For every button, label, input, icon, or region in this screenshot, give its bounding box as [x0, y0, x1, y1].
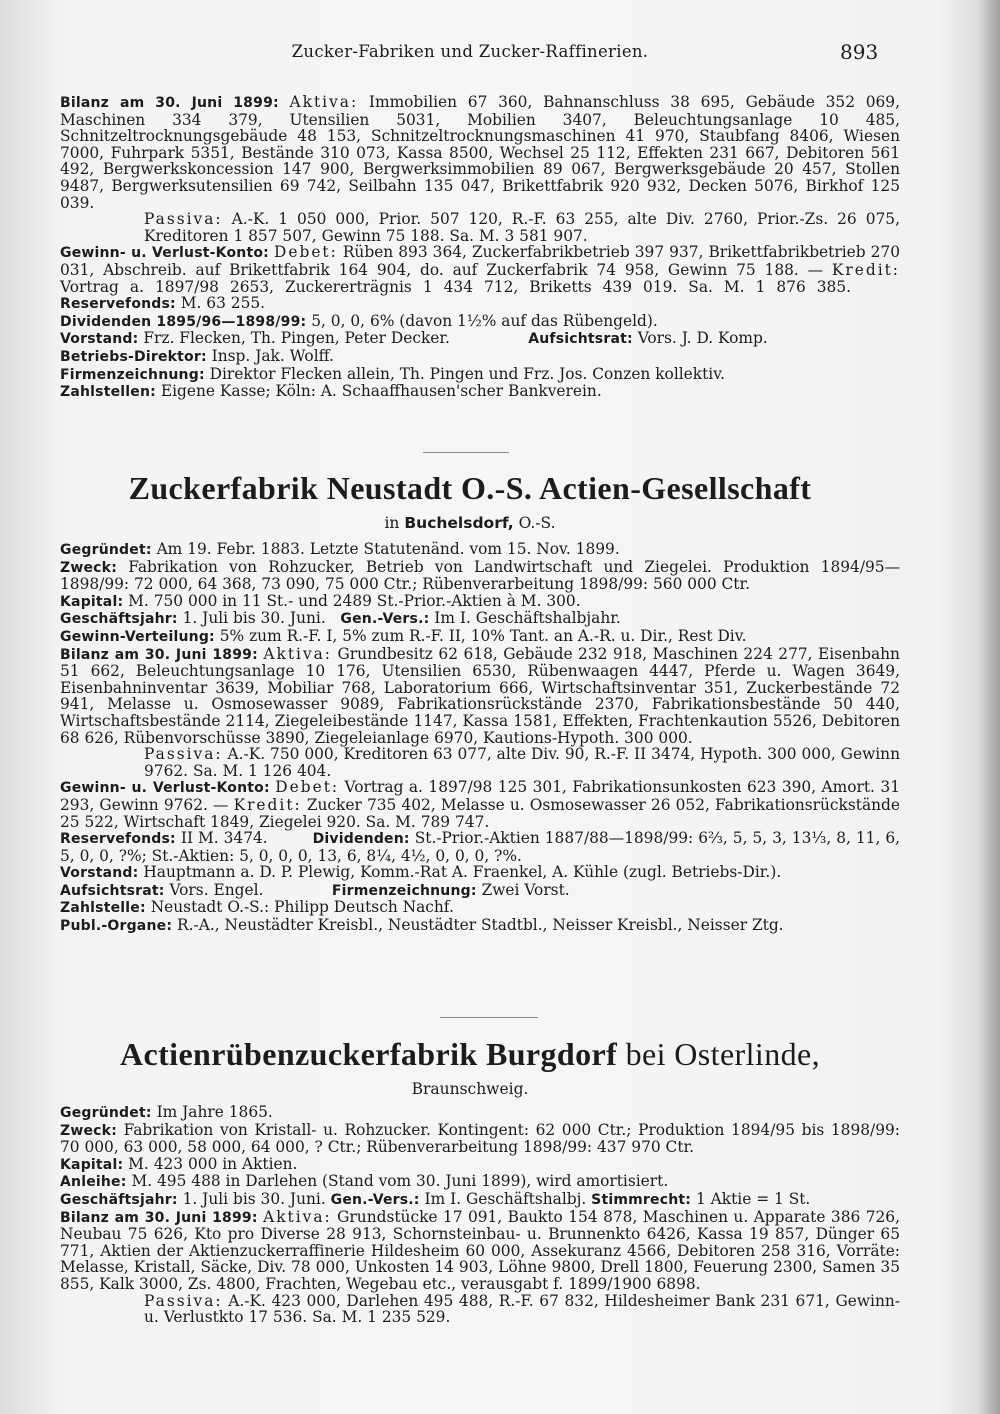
burgdorf-anleihe-label: Anleihe: [60, 1174, 127, 1191]
prev-bilanz-label: Bilanz am 30. Juni 1899: [60, 95, 279, 111]
neustadt-aktiva-label: Aktiva: [263, 644, 332, 663]
prev-aktiva-label: Aktiva: [289, 93, 359, 111]
neustadt-genvers-label: Gen.-Vers.: [340, 611, 430, 628]
neustadt-kredit-text: Zucker 735 402, Melasse u. Osmosewasser 26 052, Fabrikationsrückstände 25 522, Wirtschaft 1849, Ziegelei 920. Sa. M. 789 747. [60, 795, 900, 831]
burgdorf-bilanz-label: Bilanz am 30. Juni 1899: [60, 1209, 258, 1226]
neustadt-gewinnverteilung [60, 628, 900, 646]
neustadt-geschaeftsjahr-label: Geschäftsjahr: [60, 611, 178, 628]
neustadt-bilanz [60, 646, 900, 747]
burgdorf-genvers-text: Im I. Geschäftshalbj. [424, 1189, 587, 1208]
burgdorf-gegruendet [60, 1104, 900, 1122]
prev-betriebsdirektor-label: Betriebs-Direktor: [60, 348, 207, 365]
prev-passiva-text: A.-K. 1 050 000, Prior. 507 120, R.-F. 63 255, alte Div. 2760, Prior.-Zs. 26 075, Kreditoren 1 857 507, Gewinn 75 188. Sa. M. 3 581 907. [144, 210, 900, 245]
prev-dividenden [60, 313, 900, 331]
prev-aktiva-text: Immobilien 67 360, Bahnanschluss 38 695, Gebäude 352 069, Maschinen 334 379, Utensilien 5031, Mobilien 3407, Beleuchtungsanlage 10 485, Schnitzeltrocknungsgebäude 48 153, Schnitzeltrocknungsmaschinen 41 970, Staubfang 8406, Wiesen 7000, Fuhrpark 5351, Bestände 310 073, Kassa 8500, Wechsel 25 112, Effekten 231 667, Debitoren 561 492, Bergwerkskoncession 147 900, Bergwerksimmobilien 89 067, Bergwerksgebäude 20 457, Stollen 9487, Bergwerksutensilien 69 742, Seilbahn 135 047, Brikettfabrik 920 932, Decken 5076, Birkhof 125 039. [60, 93, 900, 212]
prev-firmenzeichnung-label: Firmenzeichnung: [60, 366, 205, 383]
prev-zahlstellen-label: Zahlstellen: [60, 384, 156, 401]
neustadt-entry-block [60, 541, 900, 935]
neustadt-aufsichtsrat-label: Aufsichtsrat: [60, 882, 165, 899]
neustadt-kredit-label: Kredit: [233, 795, 302, 814]
prev-firmenzeichnung-text: Direktor Flecken allein, Th. Pingen und Frz. Jos. Conzen kollektiv. [209, 364, 725, 383]
neustadt-genvers-text: Im I. Geschäftshalbjahr. [434, 609, 621, 628]
neustadt-bilanz-label: Bilanz am 30. Juni 1899: [60, 646, 258, 663]
burgdorf-bilanz [60, 1209, 900, 1293]
burgdorf-stimmrecht-text: 1 Aktie = 1 St. [695, 1189, 811, 1208]
neustadt-reservefonds-text: II M. 3474. [180, 829, 268, 848]
burgdorf-zweck [60, 1122, 900, 1156]
burgdorf-title-main: Actienrübenzuckerfabrik Burgdorf [119, 1036, 618, 1072]
prev-guv [60, 244, 900, 312]
neustadt-zweck-label: Zweck: [60, 559, 117, 576]
neustadt-passiva [60, 746, 900, 779]
prev-bilanz [60, 94, 900, 211]
prev-vorstand [60, 330, 900, 348]
prev-zahlstellen-text: Eigene Kasse; Köln: A. Schaaffhausen'scher Bankverein. [160, 382, 602, 401]
neustadt-firmenzeichnung-label: Firmenzeichnung: [331, 882, 477, 899]
neustadt-debet-text: Vortrag a. 1897/98 125 301, Fabrikationsunkosten 623 390, Amort. 31 293, Gewinn 9762. — [60, 778, 900, 814]
burgdorf-anleihe-text: M. 495 488 in Darlehen (Stand vom 30. Juni 1899), wird amortisiert. [131, 1172, 669, 1191]
burgdorf-stimmrecht-label: Stimmrecht: [591, 1191, 692, 1208]
neustadt-aufsichtsrat [60, 882, 900, 900]
prev-reservefonds-label: Reservefonds: [60, 296, 176, 313]
neustadt-aufsichtsrat-text: Vors. Engel. [169, 880, 264, 899]
prev-betriebsdirektor-text: Insp. Jak. Wolff. [211, 346, 334, 365]
burgdorf-gegruendet-label: Gegründet: [60, 1105, 152, 1121]
prev-betriebsdirektor [60, 348, 900, 366]
burgdorf-kapital-label: Kapital: [60, 1156, 124, 1173]
prev-debet-label: Debet: [274, 243, 338, 262]
neustadt-zahlstelle [60, 899, 900, 917]
neustadt-reservefonds-label: Reservefonds: [60, 831, 176, 848]
section-divider-2 [440, 1017, 538, 1018]
neustadt-subtitle-prefix: in [384, 514, 400, 532]
neustadt-vorstand-label: Vorstand: [60, 865, 139, 882]
prev-entry-block [60, 94, 900, 401]
neustadt-guv-label: Gewinn- u. Verlust-Konto: [60, 780, 270, 797]
running-title: Zucker-Fabriken und Zucker-Raffinerien. [291, 42, 649, 61]
neustadt-publorgane [60, 917, 900, 935]
neustadt-reservefonds [60, 830, 900, 864]
burgdorf-geschaeftsjahr [60, 1191, 900, 1209]
prev-firmenzeichnung [60, 366, 900, 384]
prev-passiva-label: Passiva: [144, 210, 223, 229]
burgdorf-zweck-text: Fabrikation von Kristall- u. Rohzucker. Kontingent: 62 000 Ctr.; Produktion 1894/95 bis 1898/99: 70 000, 63 000, 58 000, 64 000, ? Ctr.; Rübenverarbeitung 1898/99: 437 970 Ctr. [60, 1120, 900, 1157]
burgdorf-title-suffix: bei Osterlinde, [625, 1036, 820, 1072]
burgdorf-zweck-label: Zweck: [60, 1122, 117, 1139]
neustadt-subtitle-suffix: O.-S. [518, 514, 556, 532]
neustadt-publorgane-label: Publ.-Organe: [60, 918, 173, 935]
prev-vorstand-label: Vorstand: [60, 331, 139, 348]
prev-guv-label: Gewinn- u. Verlust-Konto: [60, 245, 269, 262]
burgdorf-subtitle: Braunschweig. [411, 1080, 529, 1098]
burgdorf-passiva-label: Passiva: [144, 1291, 223, 1310]
neustadt-kapital-text: M. 750 000 in 11 St.- und 2489 St.-Prior.-Aktien à M. 300. [128, 591, 581, 610]
page-shadow-edge [978, 0, 1000, 1414]
section-divider [423, 452, 509, 453]
neustadt-aktiva-text: Grundbesitz 62 618, Gebäude 232 918, Maschinen 224 277, Eisenbahn 51 662, Beleuchtungsanlage 10 176, Utensilien 6530, Rübenwaagen 4447, Pferde u. Wagen 3649, Eisenbahninventar 3639, Mobiliar 768, Laboratorium 666, Wirtschaftsinventar 351, Zuckerbestände 72 941, Melasse u. Osmosewasser 9089, Fabrikationsrückstände 2370, Fabrikationsbestände 50 440, Wirtschaftsbestände 2114, Ziegeleibestände 1147, Kassa 1581, Effekten, Frachtenkaution 5526, Debitoren 68 626, Rübenvorschüsse 3890, Ziegeleianlage 6970, Kautions-Hypoth. 300 000. [60, 644, 900, 747]
prev-dividenden-text: 5, 0, 0, 6% (davon 1½% auf das Rübengeld). [311, 311, 658, 330]
neustadt-subtitle [0, 514, 940, 532]
prev-zahlstellen [60, 383, 900, 401]
prev-kredit-label: Kredit: [831, 260, 900, 279]
burgdorf-anleihe [60, 1173, 900, 1191]
neustadt-vorstand-text: Hauptmann a. D. P. Plewig, Komm.-Rat A. Fraenkel, A. Kühle (zugl. Betriebs-Dir.). [143, 863, 782, 882]
burgdorf-geschaeftsjahr-label: Geschäftsjahr: [60, 1191, 178, 1208]
burgdorf-kapital [60, 1156, 900, 1174]
page-number: 893 [840, 40, 879, 64]
burgdorf-passiva-text: A.-K. 423 000, Darlehen 495 488, R.-F. 67 832, Hildesheimer Bank 231 671, Gewinn- u. Verlustkto 17 536. Sa. M. 1 235 529. [144, 1291, 900, 1327]
neustadt-gewinnverteilung-text: 5% zum R.-F. I, 5% zum R.-F. II, 10% Tant. an A.-R. u. Dir., Rest Div. [219, 626, 747, 645]
neustadt-gewinnverteilung-label: Gewinn-Verteilung: [60, 628, 215, 645]
neustadt-publorgane-text: R.-A., Neustädter Kreisbl., Neustädter Stadtbl., Neisser Kreisbl., Neisser Ztg. [177, 916, 784, 935]
prev-aufsichtsrat-text: Vors. J. D. Komp. [637, 329, 768, 348]
neustadt-kapital-label: Kapital: [60, 593, 124, 610]
prev-kredit-text: Vortrag a. 1897/98 2653, Zuckererträgnis 1 434 712, Briketts 439 019. Sa. M. 1 876 385. [60, 277, 852, 296]
burgdorf-passiva [60, 1293, 900, 1326]
neustadt-gegruendet [60, 541, 900, 559]
burgdorf-aktiva-label: Aktiva: [263, 1207, 332, 1226]
prev-dividenden-label: Dividenden 1895/96—1898/99: [60, 313, 307, 330]
neustadt-passiva-label: Passiva: [144, 745, 223, 764]
burgdorf-gegruendet-text: Im Jahre 1865. [156, 1103, 273, 1121]
neustadt-subtitle-place: Buchelsdorf, [404, 514, 514, 532]
neustadt-gegruendet-text: Am 19. Febr. 1883. Letzte Statutenänd. vom 15. Nov. 1899. [156, 540, 620, 558]
neustadt-gegruendet-label: Gegründet: [60, 542, 152, 558]
burgdorf-geschaeftsjahr-text: 1. Juli bis 30. Juni. [182, 1189, 326, 1208]
prev-debet-text: Rüben 893 364, Zuckerfabrikbetrieb 397 937, Brikettfabrikbetrieb 270 031, Abschreib. auf Brikettfabrik 164 904, do. auf Zuckerfabrik 74 958, Gewinn 75 188. — [60, 243, 900, 279]
neustadt-zweck [60, 559, 900, 593]
neustadt-dividenden-text: St.-Prior.-Aktien 1887/88—1898/99: 6⅔, 5, 5, 3, 13⅓, 8, 11, 6, 5, 0, 0, ?%; St.-Aktien: 5, 0, 0, 0, 13, 6, 8¼, 4½, 0, 0, 0, ?%. [60, 829, 901, 865]
neustadt-zahlstelle-text: Neustadt O.-S.: Philipp Deutsch Nachf. [150, 898, 454, 917]
neustadt-guv [60, 779, 900, 830]
prev-aufsichtsrat-label: Aufsichtsrat: [528, 331, 633, 348]
burgdorf-title [0, 1036, 940, 1073]
burgdorf-entry-block [60, 1104, 900, 1326]
neustadt-geschaeftsjahr [60, 610, 900, 628]
burgdorf-genvers-label: Gen.-Vers.: [330, 1191, 420, 1208]
neustadt-kapital [60, 593, 900, 611]
neustadt-vorstand [60, 864, 900, 882]
burgdorf-aktiva-text: Grundstücke 17 091, Baukto 154 878, Maschinen u. Apparate 386 726, Neubau 75 626, Kto pro Diverse 28 913, Schornsteinbau- u. Brunnenkto 6426, Kassa 19 857, Dünger 65 771, Aktien der Aktienzuckerraffinerie Hildesheim 60 000, Assekuranz 4566, Debitoren 258 316, Vorräte: Melasse, Kristall, Säcke, Div. 78 000, Unkosten 14 903, Löhne 9800, Drell 1800, Feuerung 2300, Samen 35 855, Kalk 3000, Zs. 4800, Frachten, Wegebau etc., verausgabt f. 1899/1900 6898. [60, 1207, 900, 1293]
neustadt-title: Zuckerfabrik Neustadt O.-S. Actien-Gesellschaft [128, 470, 812, 506]
neustadt-zahlstelle-label: Zahlstelle: [60, 900, 146, 917]
prev-reservefonds-text: M. 63 255. [180, 294, 266, 313]
neustadt-zweck-text: Fabrikation von Rohzucker, Betrieb von Landwirtschaft und Ziegelei. Produktion 1894/95—1898/99: 72 000, 64 368, 73 090, 75 000 Ctr.; Rübenverarbeitung 1898/99: 560 000 Ctr. [60, 557, 900, 594]
neustadt-passiva-text: A.-K. 750 000, Kreditoren 63 077, alte Div. 90, R.-F. II 3474, Hypoth. 300 000, Gewinn 9762. Sa. M. 1 126 404. [144, 745, 900, 780]
neustadt-dividenden-label: Dividenden: [312, 831, 410, 848]
neustadt-geschaeftsjahr-text: 1. Juli bis 30. Juni. [182, 609, 326, 628]
burgdorf-kapital-text: M. 423 000 in Aktien. [128, 1154, 298, 1173]
prev-vorstand-text: Frz. Flecken, Th. Pingen, Peter Decker. [143, 329, 450, 348]
prev-passiva [60, 211, 900, 244]
neustadt-firmenzeichnung-text: Zwei Vorst. [481, 880, 570, 899]
neustadt-debet-label: Debet: [275, 778, 340, 797]
